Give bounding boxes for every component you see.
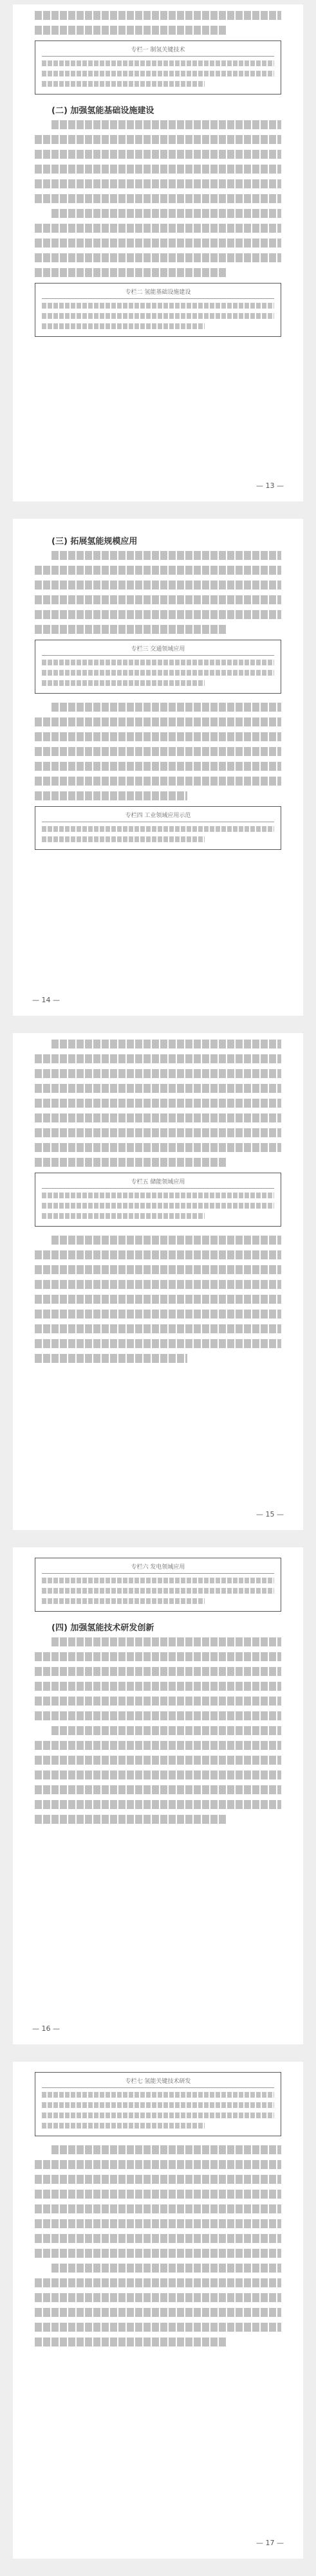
text-line <box>35 2234 281 2243</box>
page-number: — 14 — <box>32 996 60 1004</box>
text-line <box>51 1236 281 1245</box>
text-line <box>35 1069 281 1078</box>
page-number: — 16 — <box>32 2024 60 2033</box>
box-text-line <box>42 1193 274 1198</box>
text-line <box>35 1265 281 1274</box>
text-line <box>35 1741 281 1750</box>
text-line <box>35 777 281 786</box>
text-line <box>35 1667 281 1676</box>
section-heading: (三) 拓展氢能规模应用 <box>51 537 138 546</box>
text-line <box>35 1697 281 1706</box>
text-line <box>35 625 227 634</box>
text-line <box>35 2337 227 2346</box>
info-box <box>35 806 281 850</box>
box-text-line <box>42 680 205 686</box>
text-line <box>35 1113 281 1122</box>
box-text-line <box>42 2092 274 2098</box>
text-line <box>35 194 281 203</box>
box-text-line <box>42 2112 274 2118</box>
text-line <box>35 1099 281 1108</box>
document-page-14 <box>13 519 303 1016</box>
box-text-line <box>42 1213 205 1219</box>
text-line <box>35 1756 281 1765</box>
text-line <box>35 1711 281 1720</box>
document-page-13 <box>13 5 303 501</box>
info-box <box>35 283 281 337</box>
box-title: 专栏六 发电领域应用 <box>42 1562 274 1574</box>
text-line <box>35 2160 281 2169</box>
text-line <box>51 2264 281 2273</box>
text-line <box>35 2190 281 2199</box>
text-line <box>35 1250 281 1259</box>
text-line <box>35 2204 281 2213</box>
text-line <box>35 1054 281 1063</box>
box-text-line <box>42 323 205 329</box>
text-line <box>35 1785 281 1794</box>
text-line <box>35 165 281 174</box>
page-number: — 13 — <box>256 482 284 490</box>
box-text-line <box>42 313 274 319</box>
box-text-line <box>42 303 274 309</box>
text-line <box>51 209 281 218</box>
box-text-line <box>42 836 205 842</box>
box-text-line <box>42 1588 274 1594</box>
page-number: — 15 — <box>256 1510 284 1518</box>
text-line <box>35 1310 281 1319</box>
box-text-line <box>42 81 205 87</box>
text-line <box>35 2293 281 2302</box>
text-line <box>35 135 281 144</box>
text-line <box>35 1084 281 1093</box>
info-box <box>35 640 281 694</box>
text-line <box>51 551 281 560</box>
text-line <box>35 2219 281 2228</box>
text-line <box>35 224 281 233</box>
document-page-16 <box>13 1547 303 2044</box>
text-line <box>35 747 281 756</box>
text-line <box>35 1158 227 1167</box>
box-title: 专栏三 交通领域应用 <box>42 644 274 656</box>
section-heading: (四) 加强氢能技术研发创新 <box>51 1623 154 1633</box>
text-line <box>51 1637 281 1646</box>
text-line <box>35 1815 227 1824</box>
text-line <box>35 1682 281 1691</box>
text-line <box>35 610 281 619</box>
text-line <box>35 2249 281 2258</box>
text-line <box>35 253 281 262</box>
info-box <box>35 41 281 95</box>
text-line <box>35 179 281 188</box>
box-text-line <box>42 1578 274 1583</box>
text-line <box>35 1770 281 1779</box>
box-text-line <box>42 826 274 832</box>
box-title: 专栏七 氢能关键技术研发 <box>42 2076 274 2088</box>
text-line <box>35 1128 281 1137</box>
document-page-17 <box>13 2062 303 2559</box>
text-line <box>51 120 281 129</box>
box-text-line <box>42 2102 274 2108</box>
box-title: 专栏四 工业领域应用示范 <box>42 811 274 822</box>
text-line <box>35 1800 281 1809</box>
info-box <box>35 1558 281 1612</box>
text-line <box>35 26 227 35</box>
text-line <box>35 791 187 800</box>
text-line <box>35 1339 281 1348</box>
document-page-15 <box>13 1033 303 1530</box>
text-line <box>35 2323 281 2332</box>
text-line <box>35 1295 281 1304</box>
text-line <box>35 566 281 575</box>
text-line <box>51 703 281 712</box>
text-line <box>35 239 281 248</box>
text-line <box>35 581 281 590</box>
box-text-line <box>42 60 274 66</box>
text-line <box>35 11 281 20</box>
text-line <box>51 2145 281 2154</box>
box-text-line <box>42 1598 205 1604</box>
section-heading: (二) 加强氢能基础设施建设 <box>51 106 154 116</box>
text-line <box>35 268 227 277</box>
text-line <box>35 2175 281 2184</box>
box-title: 专栏一 制氢关键技术 <box>42 45 274 57</box>
page-number: — 17 — <box>256 2539 284 2547</box>
box-text-line <box>42 1203 274 1209</box>
info-box <box>35 1173 281 1227</box>
text-line <box>35 2278 281 2287</box>
text-line <box>35 1652 281 1661</box>
box-text-line <box>42 670 274 676</box>
box-title: 专栏二 氢能基础设施建设 <box>42 287 274 299</box>
text-line <box>51 1726 281 1735</box>
text-line <box>35 150 281 159</box>
box-text-line <box>42 71 274 77</box>
text-line <box>35 762 281 771</box>
text-line <box>35 595 281 604</box>
box-title: 专栏五 储能领域应用 <box>42 1177 274 1189</box>
text-line <box>35 1143 281 1152</box>
text-line <box>35 1324 281 1333</box>
text-line <box>35 732 281 741</box>
text-line <box>35 1354 187 1363</box>
info-box <box>35 2072 281 2136</box>
box-text-line <box>42 2123 205 2129</box>
box-text-line <box>42 660 274 665</box>
text-line <box>35 2308 281 2317</box>
text-line <box>35 717 281 726</box>
text-line <box>35 1280 281 1289</box>
text-line <box>51 1040 281 1049</box>
